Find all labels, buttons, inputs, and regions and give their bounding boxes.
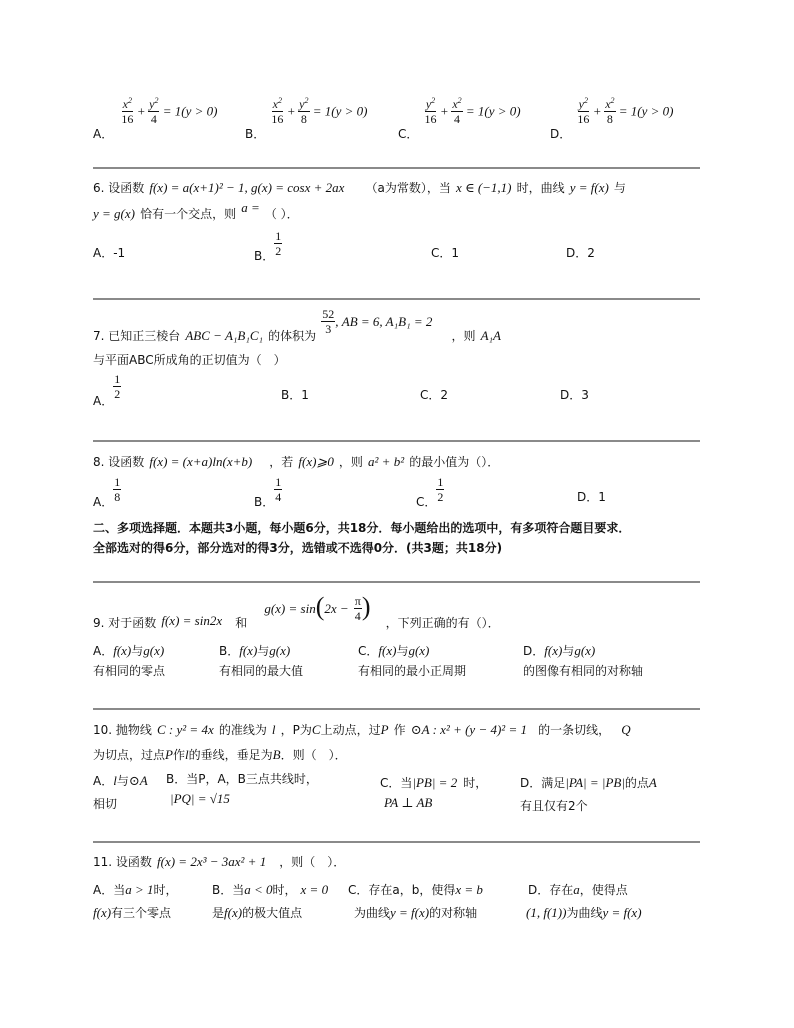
q5-option-b[interactable]: $_{B.}$ $\frac{x^2}{16}$ + $\frac{y^2}{8}$ = 1(y > 0) xyxy=(245,96,368,141)
q10-stem: 10. 抛物线 C : y² = 4x 的准线为 l ，P为C上动点，过P 作 ⊙A : x² + (y − 4)² = 1 的一条切线， Q xyxy=(93,722,631,737)
q5-option-c[interactable]: $_{C.}$ $\frac{y^2}{16}$ + $\frac{x^2}{4}$ = 1(y > 0) xyxy=(398,96,521,141)
divider xyxy=(93,298,700,300)
q5-option-a[interactable]: $_{A.}$ $\frac{x^2}{16}$ + $\frac{y^2}{4}$ = 1(y > 0) xyxy=(93,96,218,141)
q9-stem: $_{9. 对于函数}$ $_{f(x) = sin2x}$ $_和$ g(x) = sin(2x − $\frac{\pi}{4}$ ) $_{,下列正确的有().}$ xyxy=(93,592,500,630)
divider xyxy=(93,581,700,583)
q7-stem: $_{7. 已知正三棱台}$ $_{ABC - A_1B_1C_1}$ $_{的体积为}$ $\frac{52}{3}$ , AB = 6, A₁B₁ = 2 $_{,则}$ $_{A_1A}$ xyxy=(93,307,501,343)
q7-option-d[interactable]: D．3 xyxy=(560,388,589,402)
q9-option-d[interactable]: D．f(x)与g(x) 的图像有相同的对称轴 xyxy=(523,643,644,678)
q9-option-b[interactable]: B．f(x)与g(x) 有相同的最大值 xyxy=(219,643,304,678)
q6-option-c[interactable]: C．1 xyxy=(431,246,460,260)
q10-option-b[interactable]: B．当P，A，B三点共线时， |PQ| = √15 xyxy=(166,772,318,806)
q8-option-d[interactable]: D．1 xyxy=(577,490,606,504)
q11-stem: 11. 设函数 f(x) = 2x³ − 3ax² + 1 ，则（ ）． xyxy=(93,854,346,869)
q6-option-a[interactable]: A．-1 xyxy=(93,246,126,260)
q8-option-a[interactable]: $_{A.}$ $\frac{1}{8}$ xyxy=(93,475,121,509)
q6-option-b[interactable]: $_{B.}$ $\frac{1}{2}$ xyxy=(254,229,282,263)
q11-option-a[interactable]: A．当a > 1时， f(x)有三个零点 xyxy=(93,882,178,920)
q6-option-d[interactable]: D．2 xyxy=(566,246,595,260)
q10-option-d[interactable]: D．满足|PA| = |PB|的点A 有且仅有2个 xyxy=(520,775,657,813)
q7-option-c[interactable]: C．2 xyxy=(420,388,449,402)
divider xyxy=(93,708,700,710)
q5-option-d[interactable]: $_{D.}$ $\frac{y^2}{16}$ + $\frac{x^2}{8}$ = 1(y > 0) xyxy=(550,96,674,141)
q11-option-b[interactable]: B．当a < 0时， x = 0 是f(x)的极大值点 xyxy=(212,882,329,920)
q6-stem: 6. 设函数 f(x) = a(x+1)² − 1, g(x) = cosx + 2ax （a为常数），当 x ∈ (−1,1) 时，曲线 y = f(x) 与 xyxy=(93,180,626,195)
q9-option-c[interactable]: C．f(x)与g(x) 有相同的最小正周期 xyxy=(358,643,467,678)
q6-stem-line2: y = g(x) 恰有一个交点，则 $^{a =}$ （ ）． xyxy=(93,200,299,221)
q10-stem-line2: 为切点，过点P作l的垂线，垂足为B．则（ ）． xyxy=(93,747,347,762)
q8-stem: 8. 设函数 f(x) = (x+a)ln(x+b) ，若 f(x)⩾0 ，则 a² + b² 的最小值为（）． xyxy=(93,454,500,469)
q9-option-a[interactable]: A．f(x)与g(x) 有相同的零点 xyxy=(93,643,166,678)
q8-option-b[interactable]: $_{B.}$ $\frac{1}{4}$ xyxy=(254,475,282,509)
q7-option-b[interactable]: B．1 xyxy=(281,388,309,402)
q7-stem-line2: 与平面ABC所成角的正切值为（ ） xyxy=(93,353,286,367)
divider xyxy=(93,841,700,843)
section-heading-line2: 全部选对的得6分，部分选对的得3分，选错或不选得0分．(共3题；共18分) xyxy=(93,541,503,555)
q7-option-a[interactable]: $_{A.}$ $\frac{1}{2}$ xyxy=(93,372,121,408)
q10-option-c[interactable]: C．当|PB| = 2 时， PA ⊥ AB xyxy=(380,775,488,810)
divider xyxy=(93,440,700,442)
divider xyxy=(93,167,700,169)
section-heading: 二、多项选择题．本题共3小题，每小题6分，共18分．每小题给出的选项中，有多项符合题目要求． xyxy=(93,521,631,535)
q11-option-c[interactable]: C．存在a，b，使得x = b 为曲线y = f(x)的对称轴 xyxy=(348,882,483,920)
q8-option-c[interactable]: $_{C.}$ $\frac{1}{2}$ xyxy=(416,475,444,509)
q10-option-a[interactable]: A．l与⊙A 相切 xyxy=(93,773,148,811)
q11-option-d[interactable]: D．存在a，使得点 (1, f(1))为曲线y = f(x) xyxy=(526,882,642,920)
